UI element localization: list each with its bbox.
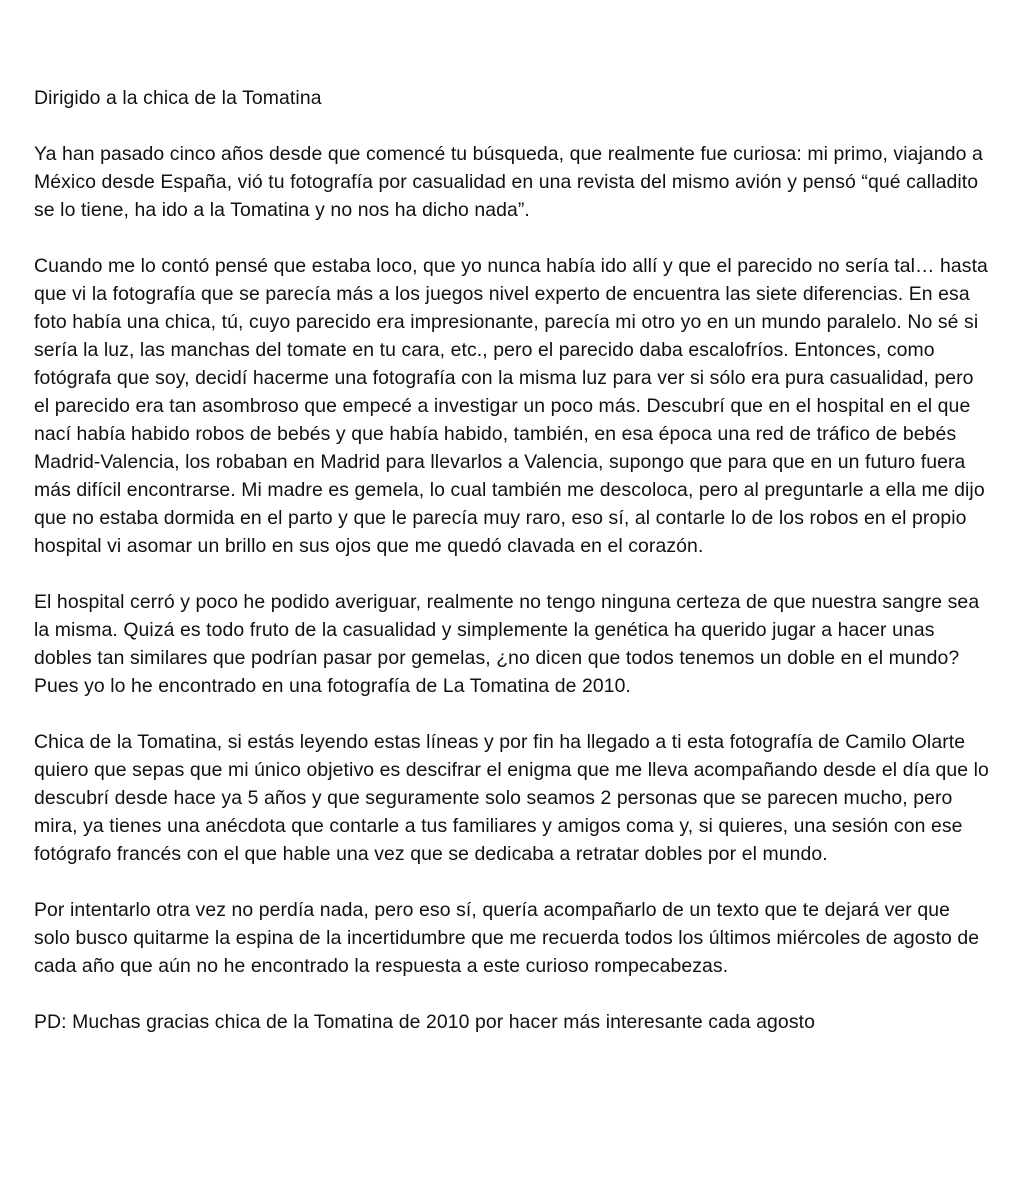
paragraph-5: Por intentarlo otra vez no perdía nada, pero eso sí, quería acompañarlo de un texto que te dejará ver que solo busco quitarme la espina de la incertidumbre que me recuerda todos los últimos miércoles de agosto de cada año que aún no he encontrado la respuesta a este curioso rompecabezas.	[34, 899, 980, 977]
letter-document	[34, 84, 990, 1064]
paragraph-3: El hospital cerró y poco he podido averiguar, realmente no tengo ninguna certeza de que nuestra sangre sea la misma. Quizá es todo fruto de la casualidad y simplemente la genética ha querido jugar a hacer unas dobles tan similares que podrían pasar por gemelas, ¿no dicen que todos tenemos un doble en el mundo? Pues yo lo he encontrado en una fotografía de La Tomatina de 2010.	[34, 591, 980, 697]
postscript: PD: Muchas gracias chica de la Tomatina de 2010 por hacer más interesante cada agosto	[34, 1011, 815, 1033]
letter-title: Dirigido a la chica de la Tomatina	[34, 87, 322, 109]
paragraph-2: Cuando me lo contó pensé que estaba loco, que yo nunca había ido allí y que el parecido no sería tal… hasta que vi la fotografía que se parecía más a los juegos nivel experto de encuentra las siete diferencias. En esa foto había una chica, tú, cuyo parecido era impresionante, parecía mi otro yo en un mundo paralelo. No sé si sería la luz, las manchas del tomate en tu cara, etc., pero el parecido daba escalofríos. Entonces, como fotógrafa que soy, decidí hacerme una fotografía con la misma luz para ver si sólo era pura casualidad, pero el parecido era tan asombroso que empecé a investigar un poco más. Descubrí que en el hospital en el que nací había habido robos de bebés y que había habido, también, en esa época una red de tráfico de bebés Madrid-Valencia, los robaban en Madrid para llevarlos a Valencia, supongo que para que en un futuro fuera más difícil encontrarse. Mi madre es gemela, lo cual también me descoloca, pero al preguntarle a ella me dijo que no estaba dormida en el parto y que le parecía muy raro, eso sí, al contarle lo de los robos en el propio hospital vi asomar un brillo en sus ojos que me quedó clavada en el corazón.	[34, 255, 988, 557]
paragraph-4: Chica de la Tomatina, si estás leyendo estas líneas y por fin ha llegado a ti esta fotografía de Camilo Olarte quiero que sepas que mi único objetivo es descifrar el enigma que me lleva acompañando desde el día que lo descubrí desde hace ya 5 años y que seguramente solo seamos 2 personas que se parecen mucho, pero mira, ya tienes una anécdota que contarle a tus familiares y amigos coma y, si quieres, una sesión con ese fotógrafo francés con el que hable una vez que se dedicaba a retratar dobles por el mundo.	[34, 731, 989, 865]
paragraph-1: Ya han pasado cinco años desde que comencé tu búsqueda, que realmente fue curiosa: mi primo, viajando a México desde España, vió tu fotografía por casualidad en una revista del mismo avión y pensó “qué calladito se lo tiene, ha ido a la Tomatina y no nos ha dicho nada”.	[34, 143, 983, 221]
